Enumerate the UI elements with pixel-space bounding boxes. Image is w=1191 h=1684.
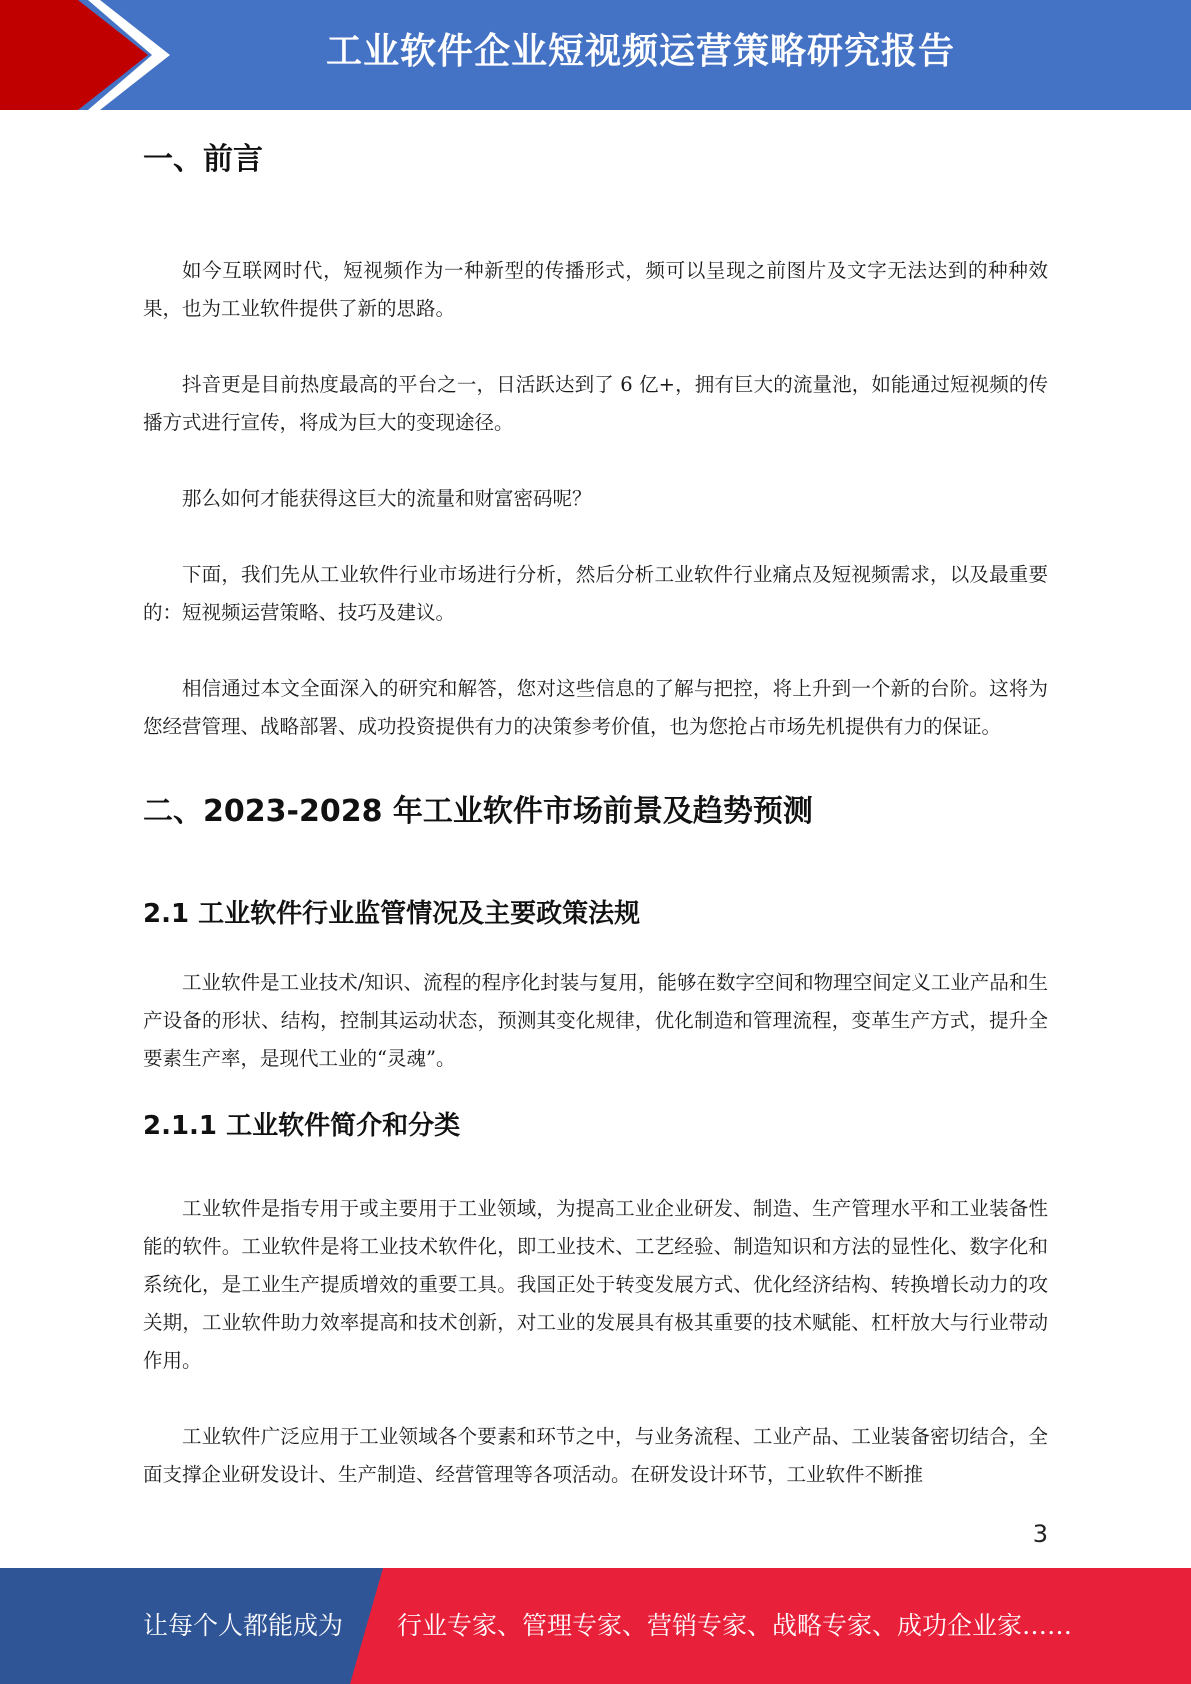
page-number: 3	[1032, 1520, 1048, 1548]
section-heading-preface: 一、前言	[143, 142, 263, 177]
red-arrow-shape	[0, 0, 148, 110]
paragraph: 工业软件是指专用于或主要用于工业领域，为提高工业企业研发、制造、生产管理水平和工业装备性能的软件。工业软件是将工业技术软件化，即工业技术、工艺经验、制造知识和方法的显性化、数字化和系统化，是工业生产提质增效的重要工具。我国正处于转变发展方式、优化经济结构、转换增长动力的攻关期，工业软件助力效率提高和技术创新，对工业的发展具有极其重要的技术赋能、杠杆放大与行业带动作用。	[143, 1197, 1048, 1372]
paragraph: 那么如何才能获得这巨大的流量和财富密码呢？	[182, 487, 592, 510]
footer-slogan-right: 行业专家、管理专家、营销专家、战略专家、成功企业家……	[397, 1611, 1073, 1640]
paragraph: 工业软件广泛应用于工业领域各个要素和环节之中，与业务流程、工业产品、工业装备密切结合，全面支撑企业研发设计、生产制造、经营管理等各项活动。在研发设计环节，工业软件不断推	[143, 1425, 1048, 1486]
subsection-heading-2-1-1: 2.1.1 工业软件简介和分类	[143, 1111, 461, 1141]
paragraph: 如今互联网时代，短视频作为一种新型的传播形式，频可以呈现之前图片及文字无法达到的种种效果，也为工业软件提供了新的思路。	[143, 259, 1048, 320]
document-body	[143, 140, 1048, 1494]
paragraph: 相信通过本文全面深入的研究和解答，您对这些信息的了解与把控，将上升到一个新的台阶。这将为您经营管理、战略部署、成功投资提供有力的决策参考价值，也为您抢占市场先机提供有力的保证。	[143, 677, 1048, 738]
report-title: 工业软件企业短视频运营策略研究报告	[325, 31, 955, 72]
footer-banner	[0, 1568, 1191, 1684]
paragraph: 抖音更是目前热度最高的平台之一，日活跃达到了 6 亿+，拥有巨大的流量池，如能通过短视频的传播方式进行宣传，将成为巨大的变现途径。	[143, 373, 1048, 434]
paragraph: 下面，我们先从工业软件行业市场进行分析，然后分析工业软件行业痛点及短视频需求，以及最重要的：短视频运营策略、技巧及建议。	[143, 563, 1048, 624]
paragraph: 工业软件是工业技术/知识、流程的程序化封装与复用，能够在数字空间和物理空间定义工业产品和生产设备的形状、结构，控制其运动状态，预测其变化规律，优化制造和管理流程，变革生产方式，提升全要素生产率，是现代工业的“灵魂”。	[143, 971, 1048, 1070]
subsection-heading-2-1: 2.1 工业软件行业监管情况及主要政策法规	[143, 899, 641, 929]
footer-slogan-left: 让每个人都能成为	[143, 1611, 344, 1640]
header-banner	[0, 0, 1191, 110]
section-heading-market: 二、2023-2028 年工业软件市场前景及趋势预测	[143, 794, 813, 829]
